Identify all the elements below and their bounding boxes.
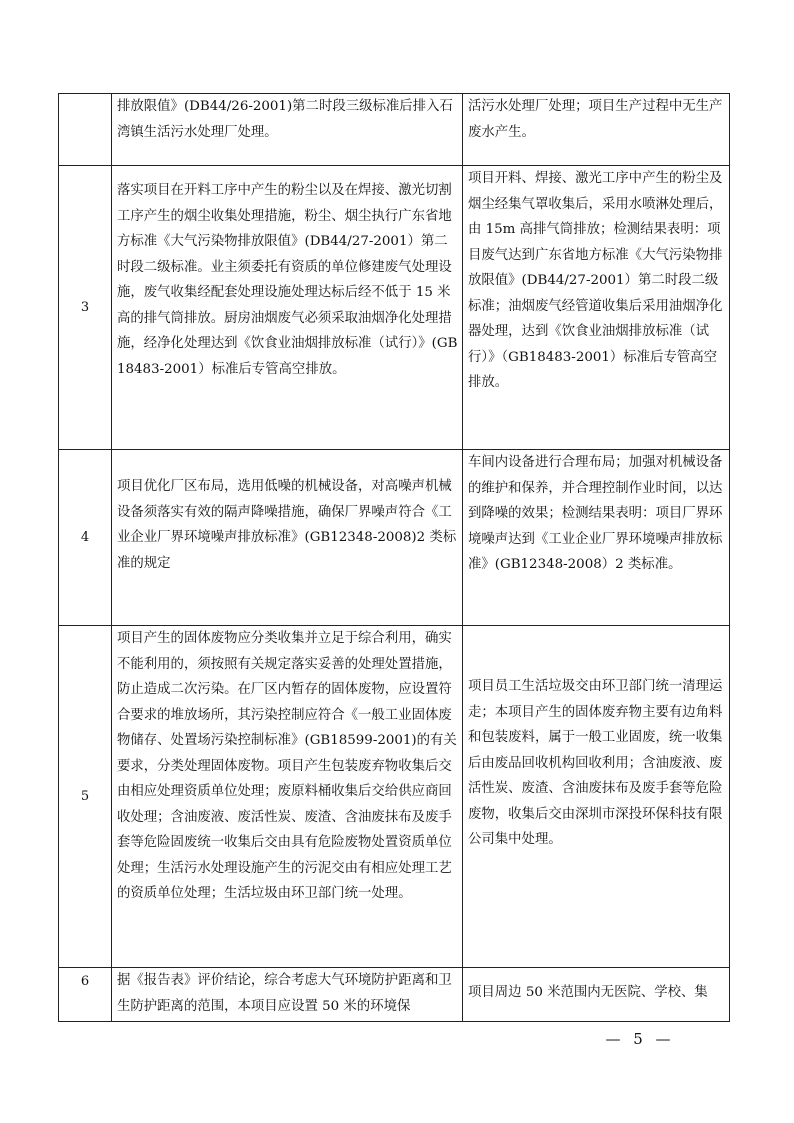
row-number [59, 94, 112, 166]
implementation-text: 项目员工生活垃圾交由环卫部门统一清理运走；本项目产生的固体废弃物主要有边角料和包装废料，属于一般工业固废，统一收集后由废品回收机构回收利用；含油废液、废活性炭、废渣、含油废抹布及废手套等危险废物，收集后交由深圳市深投环保科技有限公司集中处理。 [468, 679, 723, 847]
table-row [59, 626, 730, 968]
table-row [59, 450, 730, 626]
acceptance-table [58, 93, 730, 1022]
table-row [59, 94, 730, 166]
requirement-cell [112, 94, 463, 166]
implementation-text: 活污水处理厂处理；项目生产过程中无生产废水产生。 [468, 99, 723, 140]
implementation-text: 项目周边 50 米范围内无医院、学校、集 [468, 985, 708, 1000]
row-number: 3 [59, 166, 112, 450]
requirement-cell [112, 450, 463, 626]
requirement-cell [112, 166, 463, 450]
requirement-text: 项目优化厂区布局，选用低噪的机械设备，对高噪声机械设备须落实有效的隔声降噪措施，确保厂界噪声符合《工业企业厂界环境噪声排放标准》(GB12348-2008)2 类标准的规定 [117, 479, 457, 571]
requirement-text: 项目产生的固体废物应分类收集并立足于综合利用，确实不能利用的，须按照有关规定落实妥善的处理处置措施，防止造成二次污染。在厂区内暂存的固体废物，应设置符合要求的堆放场所，其污染控制应符合《一般工业固体废物储存、处置场污染控制标准》(GB18599-2001)的有关要求，分类处理固体废物。项目产生包装废弃物收集后交由相应处理资质单位处理；废原料桶收集后交给供应商回收处理；含油废液、废活性炭、废渣、含油废抹布及废手套等危险固废统一收集后交由具有危险废物处置资质单位处理；生活污水处理设施产生的污泥交由有相应处理工艺的资质单位处理；生活垃圾由环卫部门统一处理。 [117, 631, 457, 901]
page-number: — 5 — [605, 1030, 675, 1048]
implementation-cell [463, 166, 730, 450]
table-row [59, 968, 730, 1022]
implementation-cell [463, 626, 730, 968]
row-number: 5 [59, 626, 112, 968]
implementation-cell [463, 94, 730, 166]
implementation-cell [463, 968, 730, 1022]
requirement-text: 据《报告表》评价结论，综合考虑大气环境防护距离和卫生防护距离的范围，本项目应设置 50 米的环境保 [117, 973, 452, 1014]
implementation-text: 车间内设备进行合理布局；加强对机械设备的维护和保养，并合理控制作业时间，以达到降噪的效果；检测结果表明：项目厂界环境噪声达到《工业企业厂界环境噪声排放标准》(GB12348-2008）2 类标准。 [468, 455, 723, 572]
row-number: 4 [59, 450, 112, 626]
requirement-text: 落实项目在开料工序中产生的粉尘以及在焊接、激光切割工序产生的烟尘收集处理措施，粉尘、烟尘执行广东省地方标准《大气污染物排放限值》(DB44/27-2001）第二时段二级标准。业主须委托有资质的单位修建废气处理设施，废气收集经配套处理设施处理达标后经不低于 15 米高的排气筒排放。厨房油烟废气必须采取油烟净化处理措施，经净化处理达到《饮食业油烟排放标准（试行）》(GB18483-2001）标准后专管高空排放。 [117, 183, 458, 377]
requirement-cell [112, 968, 463, 1022]
requirement-cell [112, 626, 463, 968]
requirement-text: 排放限值》(DB44/26-2001)第二时段三级标准后排入石湾镇生活污水处理厂处理。 [117, 99, 453, 140]
row-number: 6 [59, 968, 112, 1022]
table-row [59, 166, 730, 450]
implementation-cell [463, 450, 730, 626]
implementation-text: 项目开料、焊接、激光工序中产生的粉尘及烟尘经集气罩收集后，采用水喷淋处理后，由 15m 高排气筒排放；检测结果表明：项目废气达到广东省地方标准《大气污染物排放限值》(DB44/27-2001）第二时段二级标准；油烟废气经管道收集后采用油烟净化器处理，达到《饮食业油烟排放标准（试行）》（GB18483-2001）标准后专管高空排放。 [468, 171, 723, 390]
